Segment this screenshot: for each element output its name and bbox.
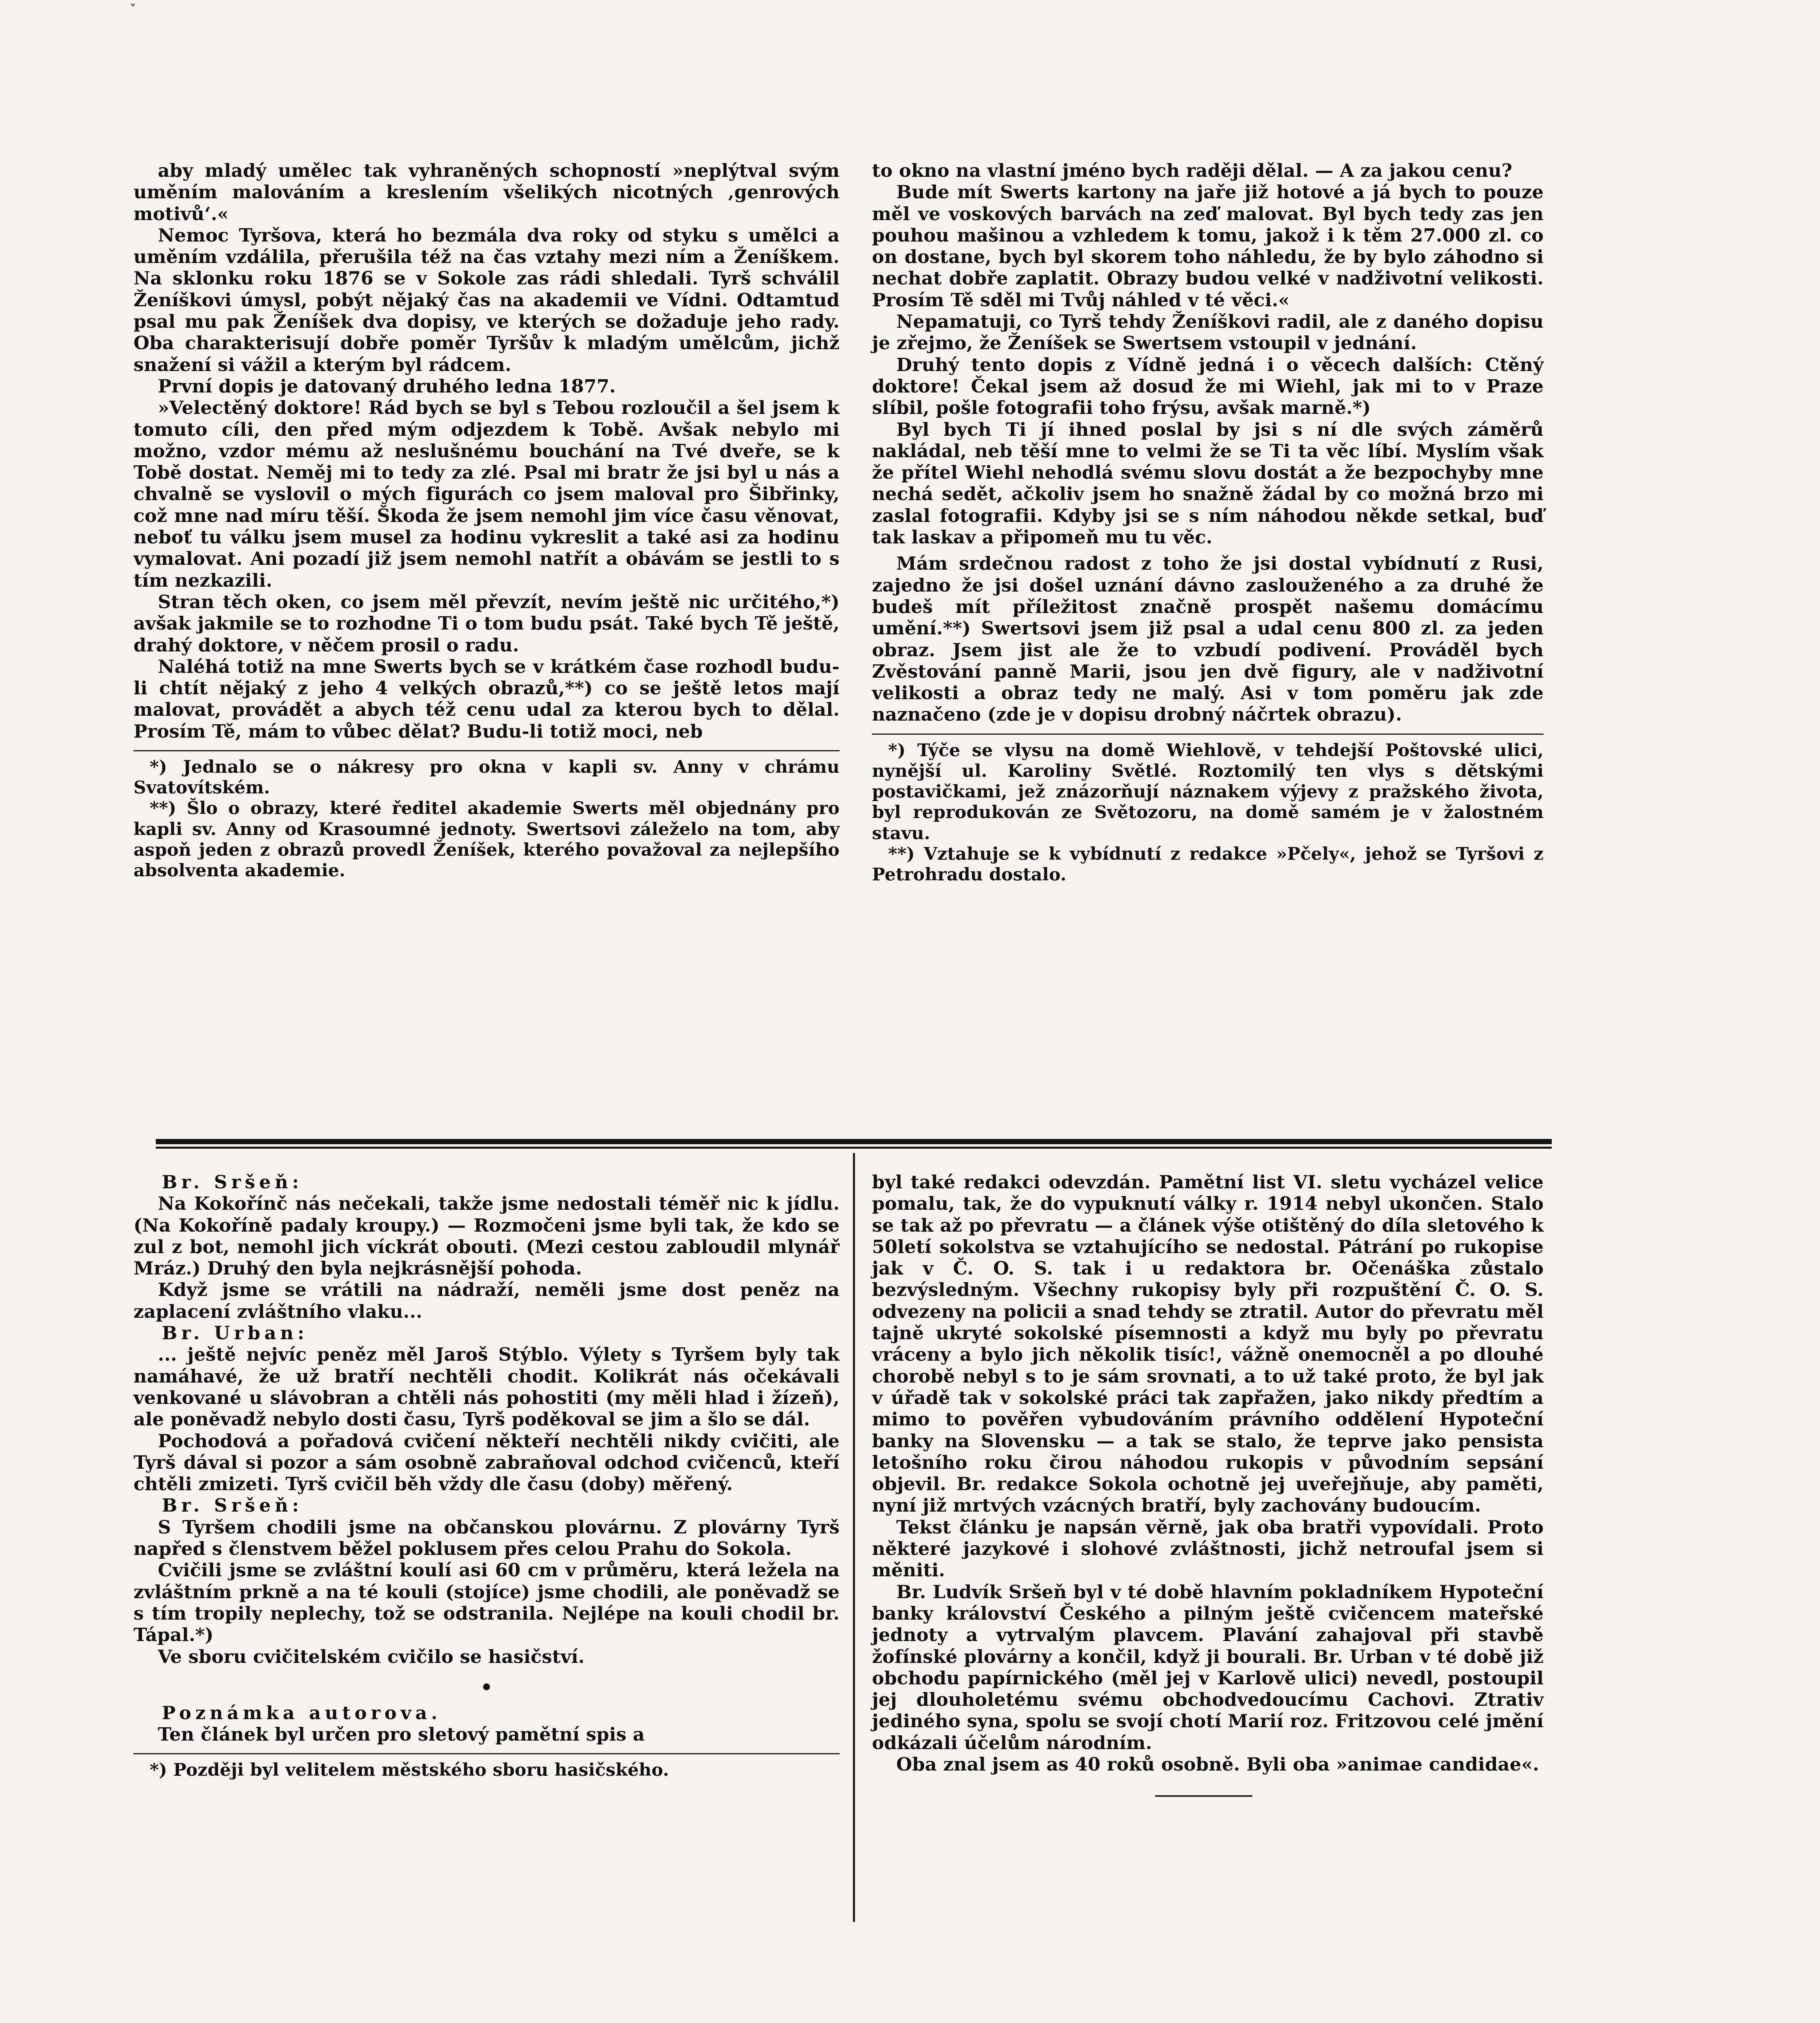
- note-heading: Poznámka autorova.: [162, 1702, 442, 1724]
- speaker-label: Br. Sršeň:: [162, 1171, 303, 1193]
- paragraph: Na Kokořínč nás nečekali, takže jsme nedostali téměř nic k jídlu. (Na Kokoříně padaly kroupy.) — Rozmočeni jsme byli tak, že kdo se zul z bot, nemohl jich víckrát obouti. (Mezi cestou zabloudil mlynář Mráz.) Druhý den byla nejkrásnější pohoda.: [134, 1193, 840, 1279]
- paragraph: Ten článek byl určen pro sletový pamětní spis a: [158, 1724, 645, 1745]
- paragraph: »Velectěný doktore! Rád bych se byl s Tebou rozloučil a šel jsem k tomuto cíli, den před mým odjezdem k Tobě. Avšak nebylo mi možno, vzdor mému až neslušnému bouchání na Tvé dveře, se k Tobě dostat. Neměj mi to tedy za zlé. Psal mi bratr že jsi byl u nás a chvalně se vyslovil o mých figurách co jsem maloval pro Šibřinky, což mne nad míru těší. Škoda že jsem nemohl jim více času věnovat, neboť tu válku jsem musel za hodinu vykreslit a také asi za hodinu vymalovat. Ani pozadí již jsem nemohl natřít a obávám se jestli to s tím nezkazili.: [134, 397, 840, 591]
- top-left-column: [134, 160, 840, 881]
- end-rule: [1155, 1795, 1252, 1797]
- paragraph: Nepamatuji, co Tyrš tehdy Ženíškovi radil, ale z daného dopisu je zřejmo, že Ženíšek se Swertsem vstoupil v jednání.: [872, 311, 1544, 354]
- paragraph: aby mladý umělec tak vyhraněných schopností »neplýtval svým uměním malováním a kreslením všelikých nicotných ‚genrových motivů‘.«: [134, 160, 840, 225]
- speaker-label: Br. Urban:: [162, 1322, 308, 1344]
- footnote: *) Týče se vlysu na domě Wiehlově, v tehdejší Poštovské ulici, nynější ul. Karoliny Světlé. Roztomilý ten vlys s dětskými postavičkami, jež znázorňují náznakem výjevy z pražského života, byl reprodukován ze Světozoru, na domě samém je v žalostném stavu.: [872, 740, 1544, 844]
- top-right-column: [872, 160, 1544, 885]
- paragraph: Tekst článku je napsán věrně, jak oba bratři vypovídali. Proto některé jazykové i slohové zvláštnosti, jichž netroufal jsem si měniti.: [872, 1516, 1544, 1581]
- footnote: **) Šlo o obrazy, které ředitel akademie Swerts měl objednány pro kapli sv. Anny od Krasoumné jednoty. Swertsovi záleželo na tom, aby aspoň jeden z obrazů provedl Ženíšek, kterého považoval za nejlepšího absolventa akademie.: [134, 798, 840, 881]
- paragraph: ... ještě nejvíc peněz měl Jaroš Stýblo. Výlety s Tyršem byly tak namáhavé, že už bratří nechtěli chodit. Kolikrát nás očekávali venkované u slávobran a chtěli nás pohostiti (my měli hlad i žízeň), ale poněvadž nebylo dosti času, Tyrš poděkoval se jim a šlo se dál.: [134, 1344, 840, 1430]
- paragraph: Bude mít Swerts kartony na jaře již hotové a já bych to pouze měl ve voskových barvách na zeď malovat. Byl bych tedy zas jen pouhou mašinou a vzhledem k tomu, jakož i k těm 27.000 zl. co on dostane, bych byl skorem toho náhledu, že by bylo záhodno si nechat dobře zaplatit. Obrazy budou velké v nadživotní velikosti. Prosím Tě sděl mi Tvůj náhled v té věci.«: [872, 181, 1544, 311]
- bottom-left-column: [134, 1171, 840, 1781]
- paragraph: Br. Ludvík Sršeň byl v té době hlavním pokladníkem Hypoteční banky království Českého a pilným ještě cvičencem mateřské jednoty a vytrvalým plavcem. Plavání zahajoval při stavbě žofínské plovárny a končil, když ji bourali. Br. Urban v té době již obchodu papírnického (měl jej v Karlově ulici) nevedl, postoupil jej dlouholetému svému obchodvedoucímu Cachovi. Ztrativ jediného syna, spolu se svojí chotí Marií roz. Fritzovou celé jmění odkázali účelům národním.: [872, 1581, 1544, 1754]
- footnote-rule: [872, 734, 1544, 735]
- footnote: **) Vztahuje se k vybídnutí z redakce »Pčely«, jehož se Tyršovi z Petrohradu dostalo.: [872, 844, 1544, 885]
- paragraph: to okno na vlastní jméno bych raději dělal. — A za jakou cenu?: [872, 160, 1512, 181]
- speaker-label: Br. Sršeň:: [162, 1495, 303, 1516]
- paragraph: První dopis je datovaný druhého ledna 1877.: [158, 375, 616, 397]
- paragraph: Nemoc Tyršova, která ho bezmála dva roky od styku s umělci a uměním vzdálila, přerušila též na čas vztahy mezi ním a Ženíškem. Na sklonku roku 1876 se v Sokole zas rádi shledali. Tyrš schválil Ženíškovi úmysl, pobýt nějaký čas na akademii ve Vídni. Odtamtud psal mu pak Ženíšek dva dopisy, ve kterých se dožaduje jeho rady. Oba charakterisují dobře poměr Tyršův k mladým umělcům, jichž snažení si vážil a kterým byl rádcem.: [134, 224, 840, 375]
- paragraph: Druhý tento dopis z Vídně jedná i o věcech dalších: Ctěný doktore! Čekal jsem až dosud že mi Wiehl, jak mi to v Praze slíbil, pošle fotografii toho frýsu, avšak marně.*): [872, 354, 1544, 419]
- footnote: *) Později byl velitelem městského sboru hasičského.: [150, 1760, 669, 1781]
- paragraph: Ve sboru cvičitelském cvičilo se hasičství.: [158, 1646, 585, 1667]
- paragraph: Cvičili jsme se zvláštní koulí asi 60 cm v průměru, která ležela na zvláštním prkně a na té kouli (stojíce) jsme chodili, ale poněvadž se s tím tropily neplechy, tož se odstranila. Nejlépe na kouli chodil br. Tápal.*): [134, 1559, 840, 1646]
- paragraph: Pochodová a pořadová cvičení někteří nechtěli nikdy cvičiti, ale Tyrš dával si pozor a sám osobně zabraňoval odchod cvičenců, kteří chtěli zmizeti. Tyrš cvičil běh vždy dle času (doby) měřený.: [134, 1430, 840, 1495]
- footnote-rule: [134, 750, 840, 751]
- paragraph: Když jsme se vrátili na nádraží, neměli jsme dost peněz na zaplacení zvláštního vlaku...: [134, 1279, 840, 1322]
- paragraph: byl také redakci odevzdán. Pamětní list VI. sletu vycházel velice pomalu, tak, že do vypuknutí války r. 1914 nebyl ukončen. Stalo se tak až po převratu — a článek výše otištěný do díla sletového k 50letí sokolstva se vztahujícího se nedostal. Pátrání po rukopise jak v Č. O. S. tak i u redaktora br. Očenáška zůstalo bezvýsledným. Všechny rukopisy byly při rozpuštění Č. O. S. odvezeny na policii a snad tehdy se ztratil. Autor do převratu měl tajně ukryté sokolské písemnosti a když mu byly po převratu vráceny a bylo jich několik tisíc!, vážně onemocněl a po dlouhé chorobě nebyl s to je sám srovnati, a to už také proto, že byl jak v úřadě tak v sokolské práci tak zapřažen, jako nikdy předtím a mimo to pověřen vybudováním právního oddělení Hypoteční banky na Slovensku — a tak se stalo, že teprve jako pensista letošního roku čirou náhodou rukopis v původním sepsání objevil. Br. redakce Sokola ochotně jej uveřejňuje, aby paměti, nyní již mrtvých vzácných bratří, byly zachovány budoucím.: [872, 1171, 1544, 1516]
- column-rule: [853, 1153, 855, 1922]
- paragraph: Naléhá totiž na mne Swerts bych se v krátkém čase rozhodl budu-li chtít nějaký z jeho 4 velkých obrazů,**) co se ještě letos mají malovat, provádět a abych též cenu udal za kterou bych to dělal. Prosím Tě, mám to vůbec dělat? Budu-li totiž moci, neb: [134, 655, 840, 742]
- footnote-rule: [134, 1753, 840, 1754]
- section-divider: [156, 1139, 1552, 1149]
- paragraph: Oba znal jsem as 40 roků osobně. Byli oba »animae candidae«.: [896, 1754, 1539, 1775]
- paragraph: Byl bych Ti jí ihned poslal by jsi s ní dle svých záměrů nakládal, neb těší mne to velmi že se Ti ta věc líbí. Myslím však že přítel Wiehl nehodlá svému slovu dostát a že bezpochyby mne nechá sedět, ačkoliv jsem ho snažně žádal by co možná brzo mi zaslal fotografii. Kdyby jsi se s ním náhodou někde setkal, buď tak laskav a připomeň mu tu věc.: [872, 418, 1544, 548]
- corner-mark: ˇ: [129, 2, 136, 18]
- paragraph: Mám srdečnou radost z toho že jsi dostal vybídnutí z Rusi, zajedno že jsi došel uznání dávno zaslouženého a za druhé že budeš mít příležitost značně prospět našemu domácímu umění.**) Swertsovi jsem již psal a udal cenu 800 zl. za jeden obraz. Jsem jist ale že to vzbudí podivení. Prováděl bych Zvěstování panně Marii, jsou jen dvě figury, ale v nadživotní velikosti a obraz tedy ne malý. Asi v tom poměru jak zde naznačeno (zde je v dopisu drobný náčrtek obrazu).: [872, 553, 1544, 725]
- footnote: *) Jednalo se o nákresy pro okna v kapli sv. Anny v chrámu Svatovítském.: [134, 757, 840, 798]
- paragraph: S Tyršem chodili jsme na občanskou plovárnu. Z plovárny Tyrš napřed s členstvem běžel poklusem přes celou Prahu do Sokola.: [134, 1516, 840, 1560]
- bottom-right-column: [872, 1171, 1544, 1797]
- separator-dot: •: [480, 1676, 493, 1699]
- paragraph: Stran těch oken, co jsem měl převzít, nevím ještě nic určitého,*) avšak jakmile se to rozhodne Ti o tom budu psát. Také bych Tě ještě, drahý doktore, v něčem prosil o radu.: [134, 591, 840, 656]
